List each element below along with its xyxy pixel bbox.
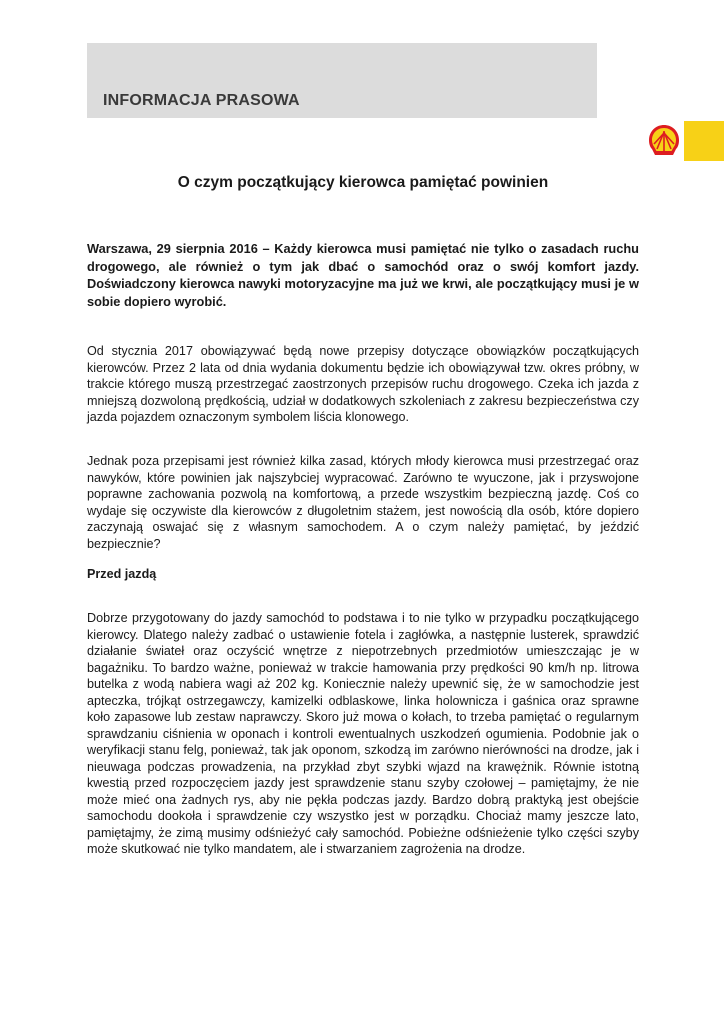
section-heading: Przed jazdą — [87, 567, 157, 581]
document-title: O czym początkujący kierowca pamiętać powinien — [177, 174, 549, 191]
shell-pecten-icon — [645, 122, 683, 160]
header-band — [87, 43, 597, 118]
header-label: INFORMACJA PRASOWA — [103, 92, 300, 109]
logo-background — [644, 121, 684, 161]
body-paragraph-3: Dobrze przygotowany do jazdy samochód to podstawa i to nie tylko w przypadku początkującego kierowcy. Dlatego należy zadbać o ustawienie fotela i zagłówka, a następnie lusterek, sprawdzić działanie świateł oraz oczyścić wnętrze z niepotrzebnych przedmiotów umieszczając je w bagażniku. To bardzo ważne, ponieważ w trakcie hamowania przy prędkości 90 km/h np. litrowa butelka z wodą nabiera wagi aż 202 kg. Koniecznie należy upewnić się, że w samochodzie jest apteczka, trójkąt ostrzegawczy, kamizelki odblaskowe, linka holownicza i gaśnica oraz sprawne koło zapasowe lub zestaw naprawczy. Skoro już mowa o kołach, to trzeba pamiętać o regularnym sprawdzaniu ciśnienia w oponach i kontroli ewentualnych uszkodzeń ogumienia. Podobnie jak o weryfikacji stanu felg, ponieważ, tak jak oponom, szkodzą im zarówno nierówności na drodze, jak i nieuwaga podczas prowadzenia, na przykład zbyt szybki wjazd na krawężnik. Równie istotną kwestią przed rozpoczęciem jazdy jest sprawdzenie stanu szyby czołowej – pamiętajmy, że nie może mieć ona żadnych rys, aby nie pękła podczas jazdy. Bardzo dobrą praktyką jest obejście samochodu dookoła i sprawdzenie czy wszystko jest w porządku. Chociaż mamy jeszcze lato, pamiętajmy, że zimą musimy odśnieżyć cały samochód. Pobieżne odśnieżenie tylko części szyby może skutkować nie tylko mandatem, ale i stwarzaniem zagrożenia na drodze. — [87, 611, 639, 856]
lead-paragraph: Warszawa, 29 sierpnia 2016 – Każdy kierowca musi pamiętać nie tylko o zasadach ruchu drogowego, ale również o tym jak dbać o samochód oraz o swój komfort jazdy. Doświadczony kierowca nawyki motoryzacyjne ma już we krwi, ale początkujący musi je w sobie dopiero wyrobić. — [87, 241, 639, 309]
logo-block — [644, 121, 724, 161]
body-paragraph-1: Od stycznia 2017 obowiązywać będą nowe przepisy dotyczące obowiązków początkujących kierowców. Przez 2 lata od dnia wydania dokumentu będzie ich obowiązywał tzw. okres próbny, w trakcie którego muszą przestrzegać zaostrzonych przepisów ruchu drogowego. Czeka ich jazda z mniejszą dozwoloną prędkością, udział w dodatkowych szkoleniach z zakresu bezpieczeństwa czy jazda pojazdem oznaczonym symbolem liścia klonowego. — [87, 344, 639, 424]
body-paragraph-2: Jednak poza przepisami jest również kilka zasad, których młody kierowca musi przestrzegać oraz nawyków, które powinien jak najszybciej wypracować. Zarówno te wyuczone, jak i przyswojone poprawne zachowania pozwolą na komfortową, a przede wszystkim bezpieczną jazdę. Coś co wydaje się oczywiste dla kierowców z długoletnim stażem, jest nowością dla osób, które dopiero zaczynają oswajać się z własnym samochodem. A o czym należy pamiętać, by jeździć bezpiecznie? — [87, 454, 639, 551]
